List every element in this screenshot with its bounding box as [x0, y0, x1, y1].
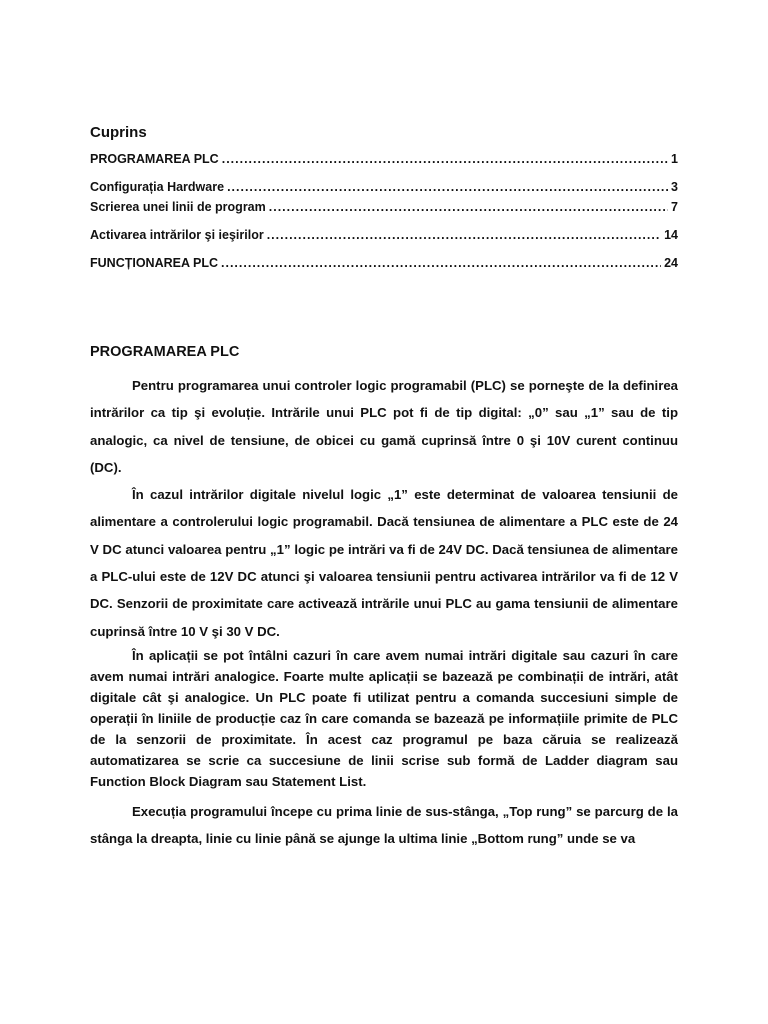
toc-entry-page: 7: [671, 200, 678, 214]
toc-entry-label: FUNCȚIONAREA PLC: [90, 256, 219, 270]
toc-entry-activarea-intrarilor[interactable]: [90, 228, 678, 242]
toc-title: Cuprins: [90, 124, 147, 141]
paragraph: Pentru programarea unui controler logic programabil (PLC) se porneşte de la definirea intrărilor ca tip şi evoluție. Intrările unui PLC pot fi de tip digital: „0” sau „1” sau de tip analogic, ca nivel de tensiune, de obicei cu gamă cuprinsă între 0 şi 10V curent continuu (DC).: [90, 378, 678, 475]
toc-entry-configuratia-hardware[interactable]: [90, 180, 678, 194]
paragraph: În cazul intrărilor digitale nivelul logic „1” este determinat de valoarea tensiunii de alimentare a controlerului logic programabil. Dacă tensiunea de alimentare a PLC este de 24 V DC atunci valoarea pentru „1” logic pe intrări va fi de 24V DC. Dacă tensiunea de alimentare a PLC-ului este de 12V DC atunci şi valoarea tensiunii pentru activarea intrărilor va fi de 12 V DC. Senzorii de proximitate care activează intrările unui PLC au gama tensiunii de alimentare cuprinsă între 10 V şi 30 V DC.: [90, 487, 678, 639]
section-heading: PROGRAMAREA PLC: [90, 344, 240, 360]
toc-entry-scrierea-unei-linii[interactable]: [90, 200, 678, 214]
toc-entry-label: Configurația Hardware: [90, 180, 225, 194]
toc-dot-leader: [269, 200, 668, 214]
toc-entry-page: 1: [671, 152, 678, 166]
toc-entry-page: 3: [671, 180, 678, 194]
toc-dot-leader: [222, 152, 668, 166]
toc-entry-page: 24: [664, 256, 678, 270]
toc-entry-programarea-plc[interactable]: [90, 152, 678, 166]
toc-dot-leader: [227, 180, 668, 194]
toc-entry-label: Activarea intrărilor şi ieşirilor: [90, 228, 264, 242]
toc-entry-label: PROGRAMAREA PLC: [90, 152, 219, 166]
toc-dot-leader: [267, 228, 661, 242]
toc-entry-label: Scrierea unei linii de program: [90, 200, 266, 214]
paragraph: În aplicații se pot întâlni cazuri în care avem numai intrări digitale sau cazuri în care avem numai intrări analogice. Foarte multe aplicații se bazează pe combinații de intrări, atât digitale cât şi analogice. Un PLC poate fi utilizat pentru a comanda succesiuni simple de operații în liniile de producție caz în care comanda se bazează pe informațiile primite de PLC de la senzorii de proximitate. În acest caz programul pe baza căruia se realizează automatizarea se scrie ca succesiune de linii scrise sub formă de Ladder diagram sau Function Block Diagram sau Statement List.: [90, 647, 678, 789]
section-body: [90, 372, 678, 853]
paragraph: Execuția programului începe cu prima linie de sus-stânga, „Top rung” se parcurg de la stânga la dreapta, linie cu linie până se ajunge la ultima linie „Bottom rung” unde se va: [90, 803, 678, 847]
toc-entry-functionarea-plc[interactable]: [90, 256, 678, 270]
toc-entry-page: 14: [664, 228, 678, 242]
toc-dot-leader: [221, 256, 661, 270]
